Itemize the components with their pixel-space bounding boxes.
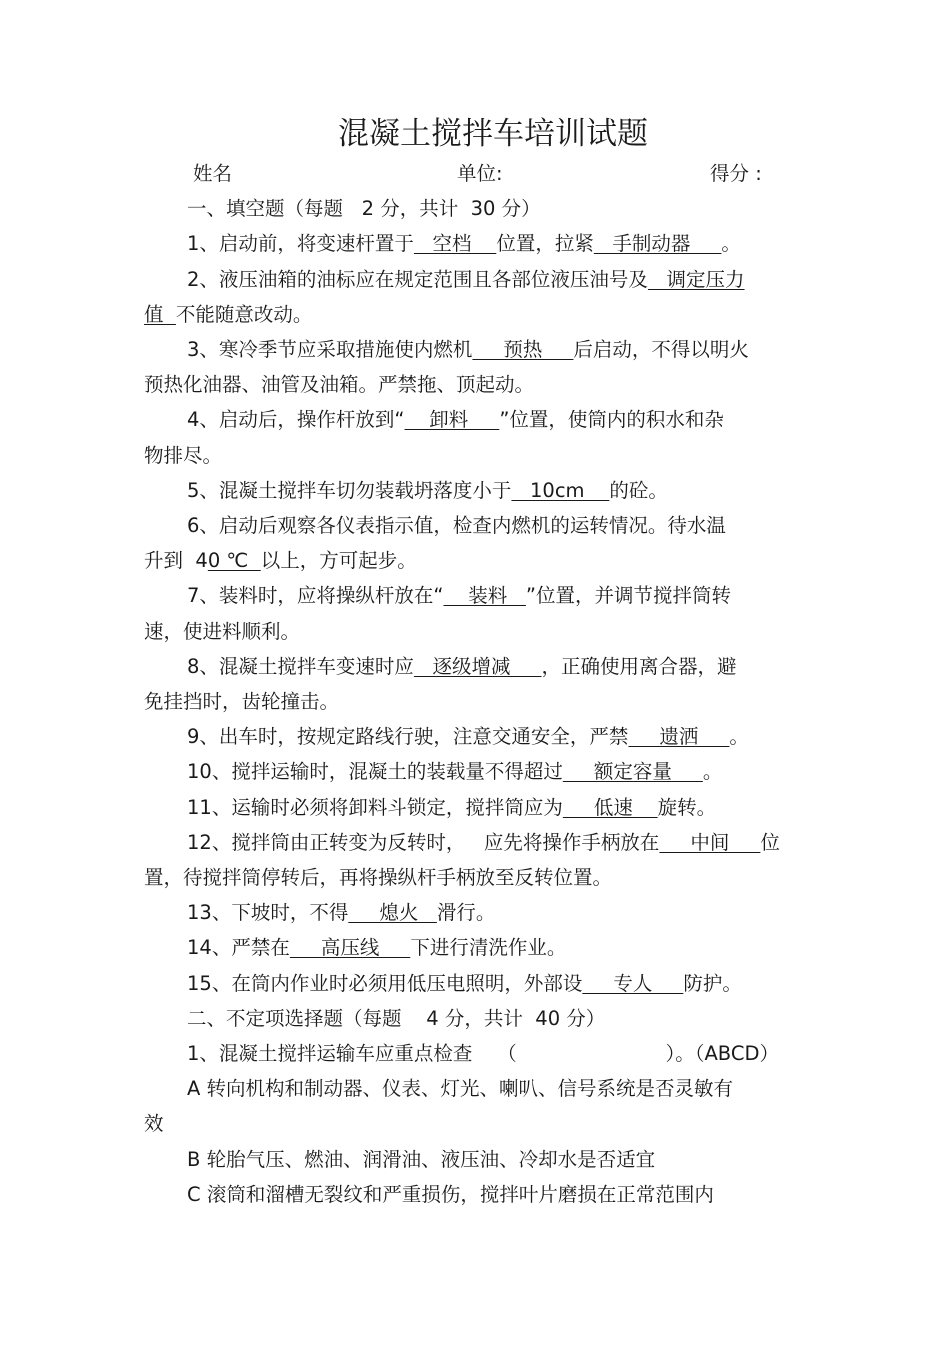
q15-line: 15、在筒内作业时必须用低压电照明，外部设 专人 防护。 [187, 972, 742, 995]
q14-answer: 高压线 [289, 936, 411, 959]
q12-line-2: 置，待搅拌筒停转后，再将操纵杆手柄放至反转位置。 [144, 866, 613, 889]
q9-line: 9、出车时，按规定路线行驶，注意交通安全，严禁 遗洒 。 [187, 725, 749, 748]
q6-answer: 0 ℃ [207, 549, 261, 572]
q4-line-2: 物排尽。 [144, 444, 223, 467]
q3-answer: 预热 [472, 338, 574, 361]
q1-answer-1: 空档 [413, 232, 497, 255]
q7-line-1: 7、装料时，应将操纵杆放在“ 装料 ”位置，并调节搅拌筒转 [187, 584, 732, 607]
q15-answer: 专人 [582, 972, 684, 995]
q6-line-2: 升到 40 ℃ 以上，方可起步。 [144, 549, 417, 572]
s2-q1-stem: 1、混凝土搅拌运输车应重点检查 （ ）。（ABCD） [187, 1042, 779, 1065]
exam-title: 混凝土搅拌车培训试题 [338, 116, 648, 152]
q1-line: 1、启动前，将变速杆置于 空档 位置，拉紧 手制动器 。 [187, 232, 741, 255]
q14-line: 14、严禁在 高压线 下进行清洗作业。 [187, 936, 567, 959]
q8-answer: 逐级增减 [413, 655, 542, 678]
q11-answer: 低速 [562, 796, 658, 819]
q1-answer-2: 手制动器 [593, 232, 722, 255]
q7-line-2: 速，使进料顺利。 [144, 620, 301, 643]
q3-line-1: 3、寒冷季节应采取措施使内燃机 预热 后启动，不得以明火 [187, 338, 749, 361]
q8-line-1: 8、混凝土搅拌车变速时应 逐级增减 ，正确使用离合器，避 [187, 655, 737, 678]
q2-line-2: 值 不能随意改动。 [144, 303, 313, 326]
q4-answer: 卸料 [404, 408, 500, 431]
q7-answer: 装料 [443, 584, 526, 607]
q10-line: 10、搅拌运输时，混凝土的装载量不得超过 额定容量 。 [187, 760, 723, 783]
q2-answer: 调定压力 [647, 268, 745, 291]
unit-label: 单位: [457, 162, 503, 185]
q3-line-2: 预热化油器、油管及油箱。严禁拖、顶起动。 [144, 373, 535, 396]
score-label: 得分 : [710, 162, 762, 185]
q6-line-1: 6、启动后观察各仪表指示值，检查内燃机的运转情况。待水温 [187, 514, 726, 537]
s2-q1-option-c: C 滚筒和溜槽无裂纹和严重损伤，搅拌叶片磨损在正常范围内 [187, 1183, 714, 1206]
section1-heading: 一、填空题（每题 2 分，共计 30 分） [187, 197, 541, 220]
q11-line: 11、运输时必须将卸料斗锁定，搅拌筒应为 低速 旋转。 [187, 796, 717, 819]
q12-line-1: 12、搅拌筒由正转变为反转时， 应先将操作手柄放在 中间 位 [187, 831, 780, 854]
q13-answer: 熄火 [348, 901, 437, 924]
q2-line-1: 2、液压油箱的油标应在规定范围且各部位液压油号及 调定压力 [187, 268, 745, 291]
q5-line: 5、混凝土搅拌车切勿装载坍落度小于 10cm 的砼。 [187, 479, 668, 502]
s2-q1-option-a: A 转向机构和制动器、仪表、灯光、喇叭、信号系统是否灵敏有 [187, 1077, 734, 1100]
s2-q1-option-a-cont: 效 [144, 1112, 164, 1135]
q9-answer: 遗洒 [628, 725, 730, 748]
q10-answer: 额定容量 [562, 760, 703, 783]
q5-answer: 10cm [511, 479, 610, 502]
q4-line-1: 4、启动后，操作杆放到“ 卸料 ”位置，使筒内的积水和杂 [187, 408, 724, 431]
q2-answer-cont: 值 [144, 303, 176, 326]
q12-answer: 中间 [659, 831, 761, 854]
q13-line: 13、下坡时，不得 熄火 滑行。 [187, 901, 496, 924]
name-label: 姓名 [193, 162, 233, 185]
s2-q1-option-b: B 轮胎气压、燃油、润滑油、液压油、冷却水是否适宜 [187, 1148, 656, 1171]
section2-heading: 二、不定项选择题（每题 4 分，共计 40 分） [187, 1007, 606, 1030]
q8-line-2: 免挂挡时，齿轮撞击。 [144, 690, 340, 713]
